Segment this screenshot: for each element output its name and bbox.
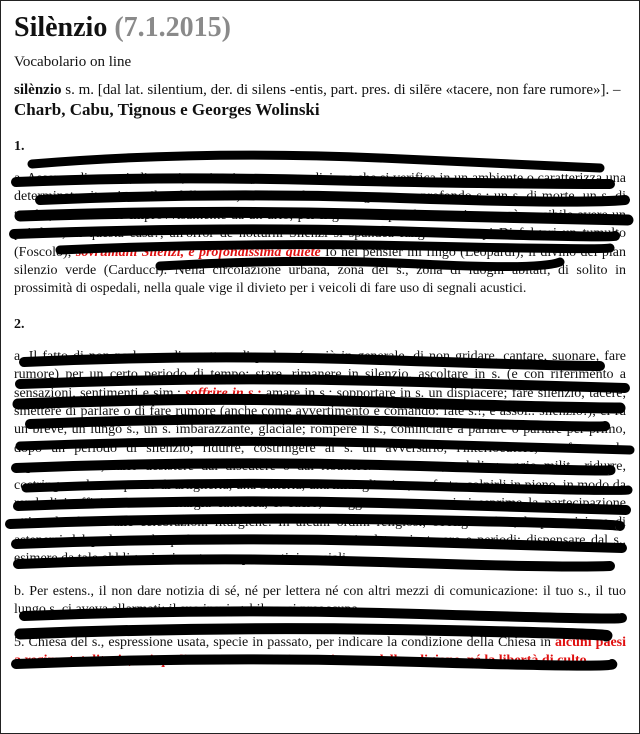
section-1-text-post: Io nel pensier mi fingo (Leopardi); il divino del pian silenzio verde (Carducci). Nella circolazione urbana, zona del s., zona di luoghi abitati, di solito in prossimità di ospedali, nella quale vige il divieto per i veicoli di fare uso di segnali acustici. xyxy=(14,244,626,297)
section-5-highlight: alcuni paesi a regime totalitario, nei quali non esiste né il riconoscimento della religione, né la libertà di culto. xyxy=(14,634,627,668)
section-1-text xyxy=(14,170,626,299)
section-5-paragraph xyxy=(14,634,626,671)
page-subtitle: Vocabolario on line xyxy=(14,54,132,70)
section-2-paragraph-b: b. Per estens., il non dare notizia di sé, né per lettera né con altri mezzi di comunicazione: il tuo s., il tuo lungo s. ci aveva allarmati; il suo inspiegabile s. ci preoccupa. xyxy=(14,583,626,618)
section-1-highlight: sovrumani Silenzi, e profondissima quïete xyxy=(75,244,321,260)
entry-authors: Charb, Cabu, Tignous e Georges Wolinski xyxy=(14,100,320,119)
section-2-text-pre: a. Il fatto di non parlare o di smettere di parlare (e, più in generale, di non gridare, cantare, suonare, fare rumore) per un certo periodo di tempo: stare, rimanere in silenzio, ascoltare in s. (e con riferimento a sensazioni, sentimenti e sim.: xyxy=(14,348,626,401)
title-date: (7.1.2015) xyxy=(114,12,231,43)
entry-definition: s. m. [dal lat. silentium, der. di silens -entis, part. pres. di silēre «tacere, non fare rumore»]. – xyxy=(65,82,621,98)
section-2-text-post: amare in s.; sopportare in s. un dispiacere; fare silenzio, tacere, smettere di parlare o di fare rumore (anche come avvertimento e comando: fate s.!, e assol.: silenzio!); ci fu un breve, un lungo s., un s. imbarazzante, glaciale; rompere il s., cominciare a parlare o parlare per primo, dopo un periodo di silenzio; ridurre, costringere al s. un avversario, l'interlocutore, confutarne le argomentazioni, farlo desistere dal discutere o dal ribattere. Per estens., nel linguaggio milit., ridurre, costringere al s. un pezzo di artiglieria, una batteria, una mitragliatrice, un forte, colpirli in pieno, in modo da renderli inefficienti. Nella liturgia cattolica, s. sacro, atteggiamento con cui si esprime la partecipazione attiva dei fedeli alle celebrazioni liturgiche. In alcuni ordini religiosi, obbligo del s., la prescrizione di astenersi dal parlare o da qualsiasi manifestazione sonora in determinate ore e periodi; dispensare dal s., esimere da tale obbligo, in circostanze e per motivi speciali. xyxy=(14,385,626,567)
section-2-highlight: soffrire in s.; xyxy=(185,385,262,401)
dictionary-entry xyxy=(14,81,626,121)
section-1-number: 1. xyxy=(14,139,25,154)
entry-headword: silènzio xyxy=(14,82,62,98)
section-2-number: 2. xyxy=(14,316,25,332)
section-1-text-pre: a. Assenza di rumori, di suoni, voci e sim., come condizione che si verifica in un ambiente o caratterizza una determinata situazione: il s. della notte; nella vecchia casa regnava un profondo s.; un s. di morte, un s. di tomba; il s. fu rotto improvvisamente da un urlo; per il gran s. si può lavorare in pace; è possibile avere un po' di s., in questa casa?; all'orror de notturni Silenzi si spandea lungo ne' campi Di fulgori un tumulto (Foscolo); xyxy=(14,171,626,260)
document-body xyxy=(14,10,626,670)
title-word: Silènzio xyxy=(14,12,108,43)
page-title xyxy=(14,10,626,46)
section-2-text xyxy=(14,348,626,569)
section-5-text: 5. Chiesa del s., espressione usata, specie in passato, per indicare la condizione della Chiesa in xyxy=(14,634,551,650)
